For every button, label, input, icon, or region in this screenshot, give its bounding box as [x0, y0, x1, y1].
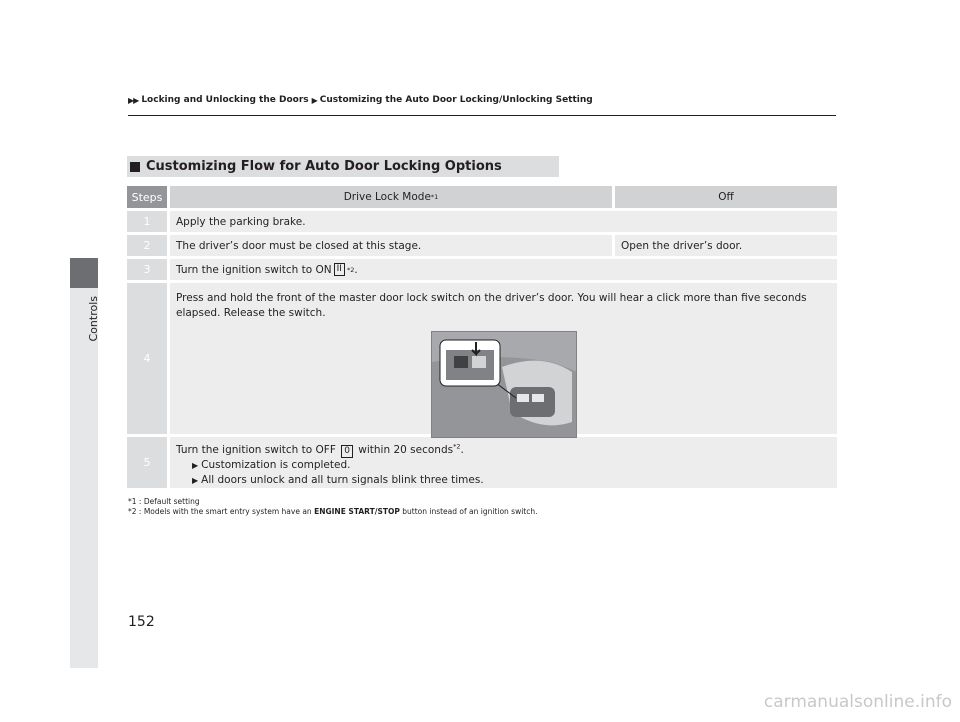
header-off: Off — [615, 186, 837, 208]
step-text: Turn the ignition switch to ON II *2 . — [170, 259, 837, 280]
ignition-position-key: 0 — [341, 445, 353, 458]
step-text-off: Open the driver’s door. — [615, 235, 837, 256]
step-text-part: . — [354, 263, 358, 276]
step-text-part: within 20 seconds — [354, 444, 454, 456]
table-header-row — [127, 186, 837, 208]
breadcrumb-item[interactable]: Locking and Unlocking the Doors — [141, 95, 309, 105]
breadcrumb — [128, 95, 593, 105]
footnote-ref: *2 — [453, 442, 461, 451]
steps-table — [127, 186, 837, 491]
door-panel-icon — [432, 332, 577, 438]
watermark: carmanualsonline.info — [763, 692, 952, 712]
step-text-part: Turn the ignition switch to OFF — [176, 444, 340, 456]
step-content — [170, 283, 837, 434]
result-item — [176, 473, 831, 488]
result-item — [176, 458, 831, 473]
step-text: Apply the parking brake. — [170, 211, 837, 232]
step-number: 1 — [127, 211, 167, 232]
sidebar-label: Controls — [87, 296, 100, 342]
table-row — [127, 211, 837, 232]
footnote-text: *2 : Models with the smart entry system have an — [128, 507, 315, 516]
step-number: 2 — [127, 235, 167, 256]
page-number: 152 — [128, 614, 155, 630]
footnote-2 — [128, 507, 538, 517]
table-row — [127, 283, 837, 434]
header-drive-lock-label: Drive Lock Mode — [343, 191, 431, 203]
double-chevron-icon: ▶▶ — [128, 95, 139, 105]
step-text-drive-lock: The driver’s door must be closed at this stage. — [170, 235, 612, 256]
result-text: Customization is completed. — [201, 459, 351, 471]
footnote-1: *1 : Default setting — [128, 497, 200, 506]
step-text-part: Turn the ignition switch to ON — [176, 263, 332, 276]
footnote-text: button instead of an ignition switch. — [399, 507, 538, 516]
table-row — [127, 235, 837, 256]
step-number: 4 — [127, 283, 167, 434]
table-row — [127, 259, 837, 280]
header-steps: Steps — [127, 186, 167, 208]
chevron-right-icon: ▶ — [311, 95, 317, 105]
section-heading — [127, 156, 559, 177]
step-text-part: . — [460, 444, 464, 456]
section-tab — [70, 258, 98, 288]
result-text: All doors unlock and all turn signals blink three times. — [201, 474, 484, 486]
section-tab-line — [70, 288, 98, 670]
breadcrumb-item[interactable]: Customizing the Auto Door Locking/Unlocking Setting — [319, 95, 593, 105]
step-text — [176, 443, 831, 458]
section-title: Customizing Flow for Auto Door Locking Options — [146, 159, 502, 174]
triangle-right-icon: ▶ — [192, 476, 199, 485]
ignition-position-key: II — [334, 263, 345, 276]
footnotes — [128, 497, 538, 517]
square-icon — [130, 162, 140, 172]
step-number: 3 — [127, 259, 167, 280]
step-number: 5 — [127, 437, 167, 488]
step-text: Press and hold the front of the master door lock switch on the driver’s door. You will hear a click more than five seconds elapsed. Release the switch. — [176, 292, 807, 319]
table-row — [127, 437, 837, 488]
header-drive-lock: Drive Lock Mode *1 — [170, 186, 612, 208]
door-switch-illustration — [431, 331, 577, 438]
triangle-right-icon: ▶ — [192, 461, 199, 470]
footnote-button-name: ENGINE START/STOP — [314, 507, 400, 516]
step-content — [170, 437, 837, 488]
header-rule — [128, 115, 836, 116]
